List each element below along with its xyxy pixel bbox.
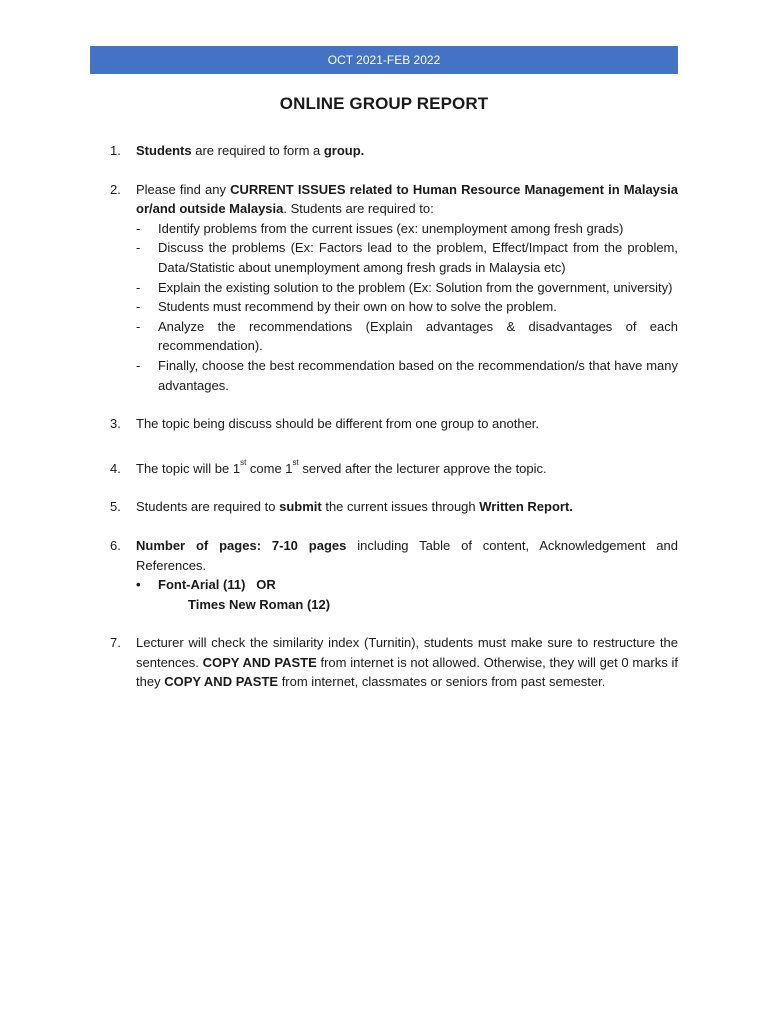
semester-banner: OCT 2021-FEB 2022 bbox=[90, 46, 678, 74]
body-text: the current issues through bbox=[321, 499, 480, 515]
sub-list bbox=[136, 219, 678, 395]
body-text: Students are required to bbox=[136, 499, 280, 515]
body-text: The topic will be 1 bbox=[136, 460, 241, 476]
body-text: Lecturer will check the similarity index (Turnitin), students must make sure to restructure the sentences. bbox=[136, 635, 678, 670]
list-item-5 bbox=[110, 497, 678, 517]
bold-text: group. bbox=[323, 143, 365, 158]
bold-text: COPY AND PASTE bbox=[164, 674, 279, 690]
page-title: ONLINE GROUP REPORT bbox=[279, 94, 489, 113]
sub-item bbox=[136, 278, 678, 298]
dash-marker: - bbox=[136, 279, 141, 295]
sub-item bbox=[136, 356, 678, 395]
bold-text: submit bbox=[279, 499, 322, 515]
dash-marker: - bbox=[136, 299, 141, 315]
sub-item bbox=[136, 297, 678, 317]
item-number: 1. bbox=[110, 143, 121, 158]
font-option-arial: Font-Arial (11) OR bbox=[158, 577, 276, 593]
body-text: from internet, classmates or seniors from past semester. bbox=[278, 674, 606, 690]
sub-item-text: Identify problems from the current issues (ex: unemployment among fresh grads) bbox=[158, 220, 624, 236]
list-item-4 bbox=[110, 458, 678, 479]
sub-item-text: Discuss the problems (Ex: Factors lead to the problem, Effect/Impact from the problem, Data/Statistic about unemployment among fresh grads in Malaysia etc) bbox=[158, 240, 678, 275]
font-option-times: Times New Roman (12) bbox=[188, 596, 331, 612]
item-number: 6. bbox=[110, 537, 121, 553]
item-number: 4. bbox=[110, 460, 121, 476]
list-item-1 bbox=[110, 141, 678, 161]
list-item-6 bbox=[110, 536, 678, 614]
body-text: . Students are required to: bbox=[283, 201, 434, 217]
dash-marker: - bbox=[136, 318, 141, 334]
body-text: are required to form a bbox=[191, 143, 324, 158]
bullet-marker: • bbox=[136, 577, 141, 593]
bold-text: Written Report. bbox=[479, 499, 573, 515]
sub-item-text: Finally, choose the best recommendation based on the recommendation/s that have many advantages. bbox=[158, 357, 678, 393]
dash-marker: - bbox=[136, 220, 141, 236]
body-text: from internet is not allowed. Otherwise, they will get 0 marks if they bbox=[136, 654, 678, 690]
font-requirement bbox=[136, 575, 678, 595]
sub-item-text: Analyze the recommendations (Explain advantages & disadvantages of each recommendation). bbox=[158, 318, 678, 354]
sub-item bbox=[136, 238, 678, 277]
sub-item-text: Explain the existing solution to the problem (Ex: Solution from the government, university) bbox=[158, 279, 673, 295]
bold-text: Number of pages: 7-10 pages bbox=[136, 537, 347, 553]
superscript: st bbox=[292, 458, 299, 468]
body-text: come 1 bbox=[246, 460, 293, 476]
body-text: served after the lecturer approve the topic. bbox=[298, 460, 547, 476]
sub-item-text: Students must recommend by their own on how to solve the problem. bbox=[158, 299, 557, 315]
instruction-list bbox=[110, 141, 678, 692]
superscript: st bbox=[240, 458, 247, 468]
body-text: including Table of content, Acknowledgement and References. bbox=[136, 537, 678, 573]
bold-text: CURRENT ISSUES related to Human Resource Management in Malaysia or/and outside Malaysia bbox=[136, 181, 678, 217]
bold-text: COPY AND PASTE bbox=[202, 654, 317, 670]
item-number: 5. bbox=[110, 499, 121, 515]
sub-item bbox=[136, 219, 678, 239]
bold-text: Students bbox=[136, 143, 192, 158]
dash-marker: - bbox=[136, 240, 141, 256]
body-text: Please find any bbox=[136, 181, 231, 197]
item-number: 3. bbox=[110, 416, 121, 432]
dash-marker: - bbox=[136, 357, 141, 373]
list-item-7 bbox=[110, 633, 678, 692]
list-item-2 bbox=[110, 180, 678, 396]
sub-item bbox=[136, 317, 678, 356]
list-item-3 bbox=[110, 414, 678, 434]
item-number: 7. bbox=[110, 635, 121, 651]
item-number: 2. bbox=[110, 181, 121, 197]
body-text: The topic being discuss should be different from one group to another. bbox=[136, 416, 540, 432]
